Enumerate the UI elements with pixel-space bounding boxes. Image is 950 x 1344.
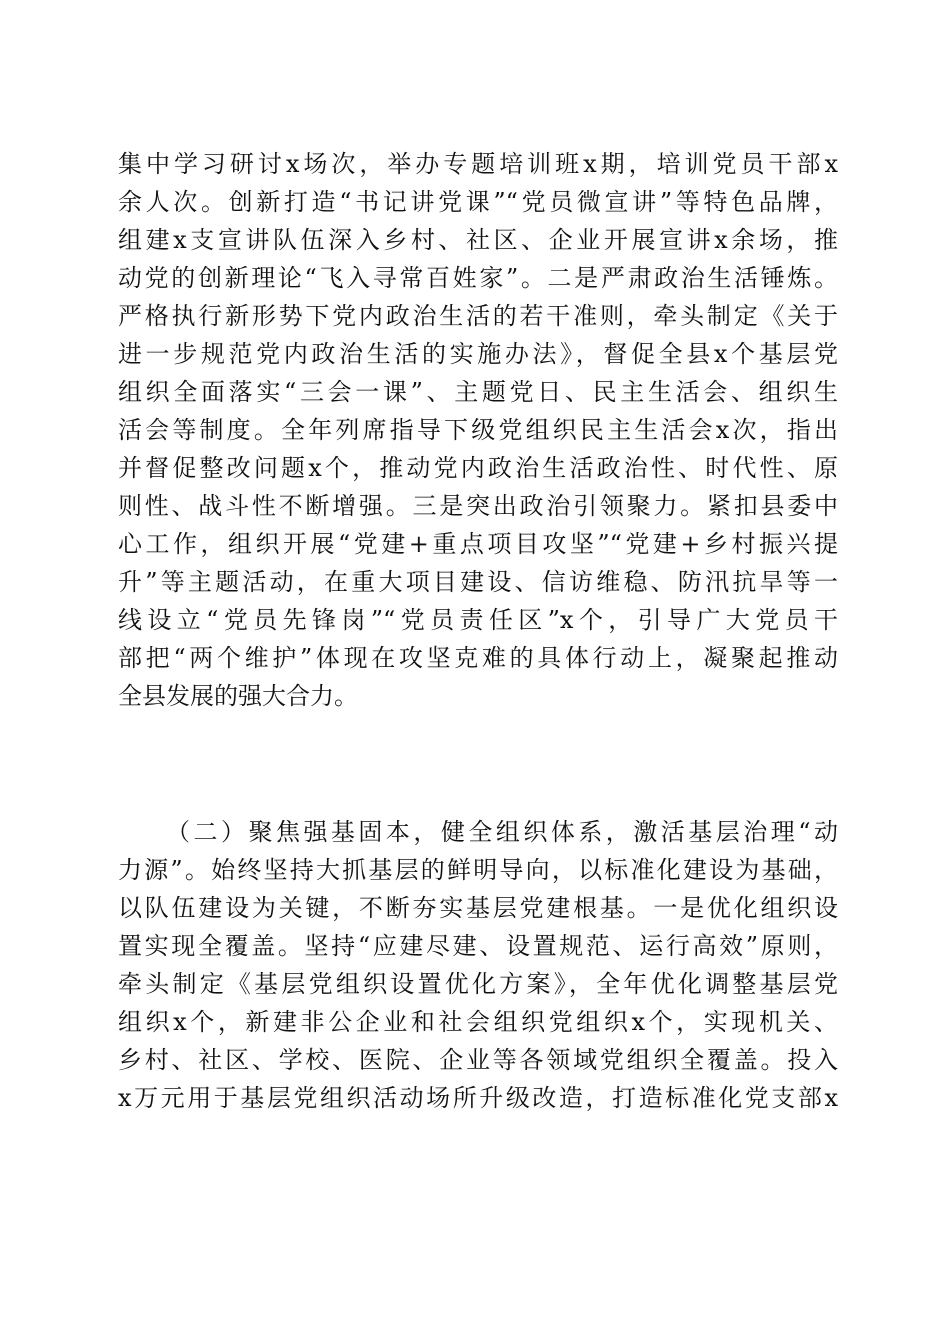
- paragraph-line: 严格执行新形势下党内政治生活的若干准则，牵头制定《关于: [118, 302, 838, 330]
- paragraph-line: 则性、战斗性不断增强。三是突出政治引领聚力。紧扣县委中: [118, 492, 838, 520]
- paragraph-line: 线设立“党员先锋岗”“党员责任区”x个，引导广大党员干: [118, 606, 838, 634]
- paragraph-line: 乡村、社区、学校、医院、企业等各领域党组织全覆盖。投入: [118, 1046, 838, 1074]
- paragraph-line: 活会等制度。全年列席指导下级党组织民主生活会x次，指出: [118, 416, 838, 444]
- paragraph-line: 组织x个，新建非公企业和社会组织党组织x个，实现机关、: [118, 1008, 838, 1036]
- paragraph-line: 集中学习研讨x场次，举办专题培训班x期，培训党员干部x: [118, 150, 838, 178]
- paragraph-line: 部把“两个维护”体现在攻坚克难的具体行动上，凝聚起推动: [118, 644, 838, 672]
- paragraph-line: 动党的创新理论“飞入寻常百姓家”。二是严肃政治生活锤炼。: [118, 264, 838, 292]
- paragraph-line: 进一步规范党内政治生活的实施办法》，督促全县x个基层党: [118, 340, 838, 368]
- paragraph-line: 力源”。始终坚持大抓基层的鲜明导向，以标准化建设为基础，: [118, 856, 838, 884]
- paragraph-line: 以队伍建设为关键，不断夯实基层党建根基。一是优化组织设: [118, 894, 838, 922]
- section-heading-line: （二）聚焦强基固本，健全组织体系，激活基层治理“动: [166, 818, 838, 846]
- paragraph-line: 全县发展的强大合力。: [118, 682, 358, 710]
- paragraph-line: 并督促整改问题x个，推动党内政治生活政治性、时代性、原: [118, 454, 838, 482]
- paragraph-line: 置实现全覆盖。坚持“应建尽建、设置规范、运行高效”原则，: [118, 932, 838, 960]
- paragraph-1: [118, 145, 838, 715]
- paragraph-line: x万元用于基层党组织活动场所升级改造，打造标准化党支部x: [118, 1084, 838, 1112]
- paragraph-line: 组建x支宣讲队伍深入乡村、社区、企业开展宣讲x余场，推: [118, 226, 838, 254]
- paragraph-line: 组织全面落实“三会一课”、主题党日、民主生活会、组织生: [118, 378, 838, 406]
- paragraph-2: [118, 813, 838, 1117]
- paragraph-line: 心工作，组织开展“党建+重点项目攻坚”“党建+乡村振兴提: [118, 530, 838, 558]
- paragraph-line: 升”等主题活动，在重大项目建设、信访维稳、防汛抗旱等一: [118, 568, 838, 596]
- paragraph-line: 牵头制定《基层党组织设置优化方案》，全年优化调整基层党: [118, 970, 838, 998]
- paragraph-line: 余人次。创新打造“书记讲党课”“党员微宣讲”等特色品牌，: [118, 188, 838, 216]
